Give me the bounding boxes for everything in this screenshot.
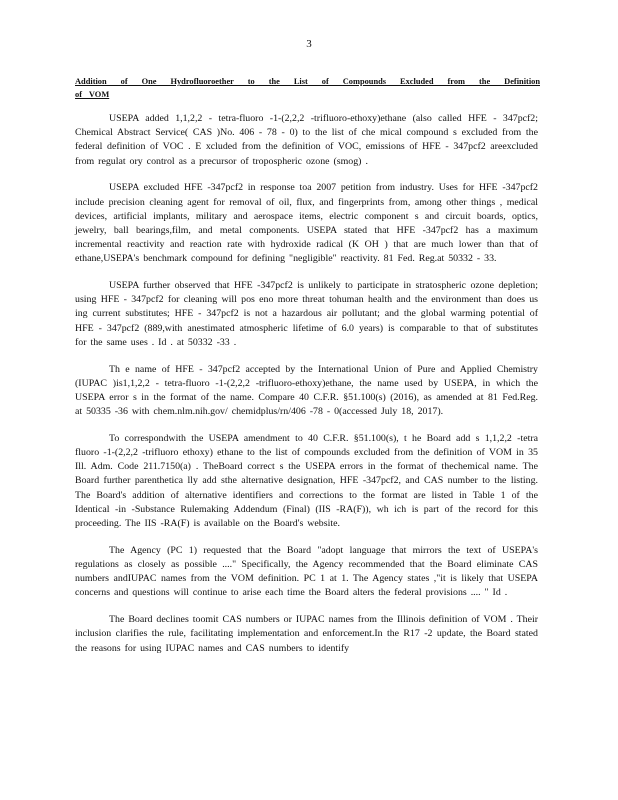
paragraph: USEPA further observed that HFE -347pcf2 is unlikely to participate in stratospheric ozone depletion; using HFE - 347pcf2 for cleaning will pos eno more threat tohuman health and the environment than does us ing current substitutes; HFE - 347pcf2 is not a hazardous air pollutant; and the global warming potential of HFE - 347pcf2 (889,with anestimated atmospheric lifetime of 6.0 years) is comparable to that of substitutes for the same uses . Id . at 50332 -33 . xyxy=(75,280,538,348)
body-text xyxy=(75,112,538,668)
paragraph: Th e name of HFE - 347pcf2 accepted by the International Union of Pure and Applied Chemistry (IUPAC )is1,1,2,2 - tetra-fluoro -1-(2,2,2 -trifluoro-ethoxy)ethane, the name used by USEPA, in which the USEPA error s in the format of the name. Compare 40 C.F.R. §51.100(s) (2016), as amended at 81 Fed.Reg. at 50335 -36 with chem.nlm.nih.gov/ chemidplus/rn/406 -78 - 0(accessed July 18, 2017). xyxy=(75,363,538,418)
paragraph: The Agency (PC 1) requested that the Board "adopt language that mirrors the text of USEPA's regulations as closely as possible ...." Specifically, the Agency recommended that the Board eliminate CAS numbers andIUPAC names from the VOM definition. PC 1 at 1. The Agency states ,"it is likely that USEPA concerns and questions will continue to arise each time the Board alters the federal provisions .... " Id . xyxy=(75,544,538,599)
section-heading xyxy=(75,75,540,101)
page-number: 3 xyxy=(306,38,312,50)
paragraph: USEPA added 1,1,2,2 - tetra-fluoro -1-(2,2,2 -trifluoro-ethoxy)ethane (also called HFE - 347pcf2; Chemical Abstract Service( CAS )No. 406 - 78 - 0) to the list of che mical compound s excluded from the federal definition of VOC . E xcluded from the definition of VOC, emissions of HFE - 347pcf2 areexcluded from regulat ory control as a precursor of tropospheric ozone (smog) . xyxy=(75,113,538,167)
paragraph: The Board declines toomit CAS numbers or IUPAC names from the Illinois definition of VOM . Their inclusion clarifies the rule, facilitating implementation and enforcement.In the R17 -2 update, the Board stated the reasons for using IUPAC names and CAS numbers to identify xyxy=(75,614,538,654)
section-heading-line-1: Addition of One Hydrofluoroether to the List of Compounds Excluded from the Definition xyxy=(75,77,540,86)
section-heading-line-2: of VOM xyxy=(75,90,110,99)
paragraph: USEPA excluded HFE -347pcf2 in response toa 2007 petition from industry. Uses for HFE -347pcf2 include precision cleaning agent for removal of oil, flux, and fingerprints from, among other things , medical devices, artificial implants, military and aerospace items, electric component s and circuit boards, optics, jewelry, ball bearings,film, and metal components. USEPA stated that HFE -347pcf2 has a maximum incremental reactivity and reaction rate with hydroxide radical (K OH ) that are much lower than that of ethane,USEPA's benchmark compound for defining "negligible" reactivity. 81 Fed. Reg.at 50332 - 33. xyxy=(75,182,538,265)
paragraph: To correspondwith the USEPA amendment to 40 C.F.R. §51.100(s), t he Board add s 1,1,2,2 -tetra fluoro -1-(2,2,2 -trifluoro ethoxy) ethane to the list of compounds excluded from the definition of VOM in 35 Ill. Adm. Code 211.7150(a) . TheBoard correct s the USEPA errors in the format of thechemical name. The Board further parenthetica lly add sthe alternative designation, HFE -347pcf2, and CAS number to the listing. The Board's addition of alternative identifiers and corrections to the format are listed in Table 1 of the Identical -in -Substance Rulemaking Addendum (Final) (IIS -RA(F)), wh ich is part of the record for this proceeding. The IIS -RA(F) is available on the Board's website. xyxy=(75,432,538,530)
